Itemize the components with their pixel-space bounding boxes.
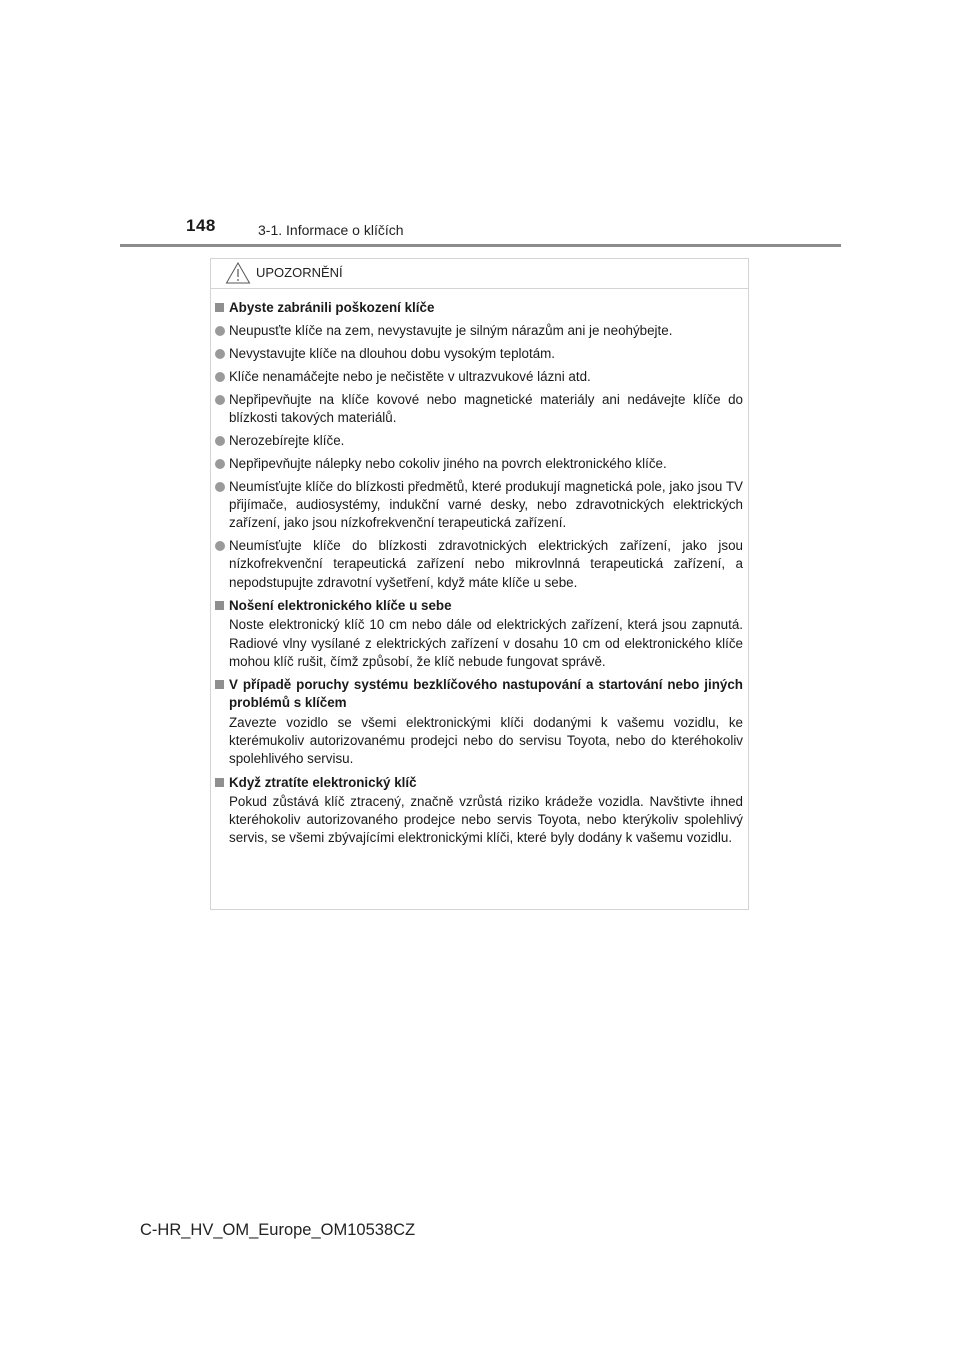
warning-title: UPOZORNĚNÍ bbox=[256, 265, 343, 280]
square-bullet-icon bbox=[215, 778, 224, 787]
circle-bullet-icon bbox=[215, 541, 225, 551]
header-rule bbox=[120, 244, 841, 247]
warning-content bbox=[215, 299, 743, 848]
circle-bullet-icon bbox=[215, 326, 225, 336]
warning-header bbox=[211, 259, 748, 289]
circle-bullet-icon bbox=[215, 395, 225, 405]
list-item: Nerozebírejte klíče. bbox=[215, 432, 743, 450]
list-item: Neumísťujte klíče do blízkosti předmětů, které produkují magnetická pole, jako jsou TV přijímače, audiosystémy, indukční varné desky, nebo zdravotnických elektrických zařízení, jako jsou nízkofrekvenční terapeutická zařízení. bbox=[215, 478, 743, 533]
warning-triangle-icon bbox=[225, 261, 251, 285]
section-heading: Když ztratíte elektronický klíč bbox=[215, 774, 743, 792]
warning-box bbox=[210, 258, 749, 910]
page-number: 148 bbox=[186, 216, 216, 235]
circle-bullet-icon bbox=[215, 349, 225, 359]
section-text: Pokud zůstává klíč ztracený, značně vzrůstá riziko krádeže vozidla. Navštivte ihned kteréhokoliv autorizovaného prodejce nebo servis Toyota, nebo kterýkoliv spolehlivý servis, se všemi zbývajícími elektronickými klíči, které byly dodány k vašemu vozidlu. bbox=[229, 793, 743, 846]
section-heading: Abyste zabránili poškození klíče bbox=[215, 299, 743, 317]
list-item: Neupusťte klíče na zem, nevystavujte je silným nárazům ani je neohýbejte. bbox=[215, 322, 743, 340]
square-bullet-icon bbox=[215, 601, 224, 610]
document-id: C-HR_HV_OM_Europe_OM10538CZ bbox=[140, 1221, 416, 1239]
section-heading: V případě poruchy systému bezklíčového nastupování a startování nebo jiných problémů s klíčem bbox=[215, 676, 743, 713]
circle-bullet-icon bbox=[215, 482, 225, 492]
list-item: Klíče nenamáčejte nebo je nečistěte v ultrazvukové lázni atd. bbox=[215, 368, 743, 386]
section-text: Zavezte vozidlo se všemi elektronickými klíči dodanými k vašemu vozidlu, ke kterémukoliv autorizovanému prodejci nebo do servisu Toyota, nebo do kteréhokoliv spolehlivého servisu. bbox=[229, 714, 743, 767]
list-item: Nepřipevňujte nálepky nebo cokoliv jiného na povrch elektronického klíče. bbox=[215, 455, 743, 473]
square-bullet-icon bbox=[215, 680, 224, 689]
circle-bullet-icon bbox=[215, 436, 225, 446]
section-title: 3-1. Informace o klíčích bbox=[258, 222, 404, 238]
list-item: Neumísťujte klíče do blízkosti zdravotnických elektrických zařízení, jako jsou nízkofrekvenční terapeutická zařízení nebo mikrovlnná terapeutická zařízení, a nepodstupujte zdravotní vyšetření, když máte klíče u sebe. bbox=[215, 537, 743, 592]
list-item: Nepřipevňujte na klíče kovové nebo magnetické materiály ani nedávejte klíče do blízkosti takových materiálů. bbox=[215, 391, 743, 428]
section-text: Noste elektronický klíč 10 cm nebo dále od elektrických zařízení, která jsou zapnutá. Radiové vlny vysílané z elektrických zařízení v dosahu 10 cm od elektronického klíče mohou klíč rušit, čímž způsobí, že klíč nebude fungovat správě. bbox=[229, 617, 743, 669]
circle-bullet-icon bbox=[215, 372, 225, 382]
list-item: Nevystavujte klíče na dlouhou dobu vysokým teplotám. bbox=[215, 345, 743, 363]
circle-bullet-icon bbox=[215, 459, 225, 469]
square-bullet-icon bbox=[215, 303, 224, 312]
section-heading: Nošení elektronického klíče u sebe bbox=[215, 597, 743, 615]
